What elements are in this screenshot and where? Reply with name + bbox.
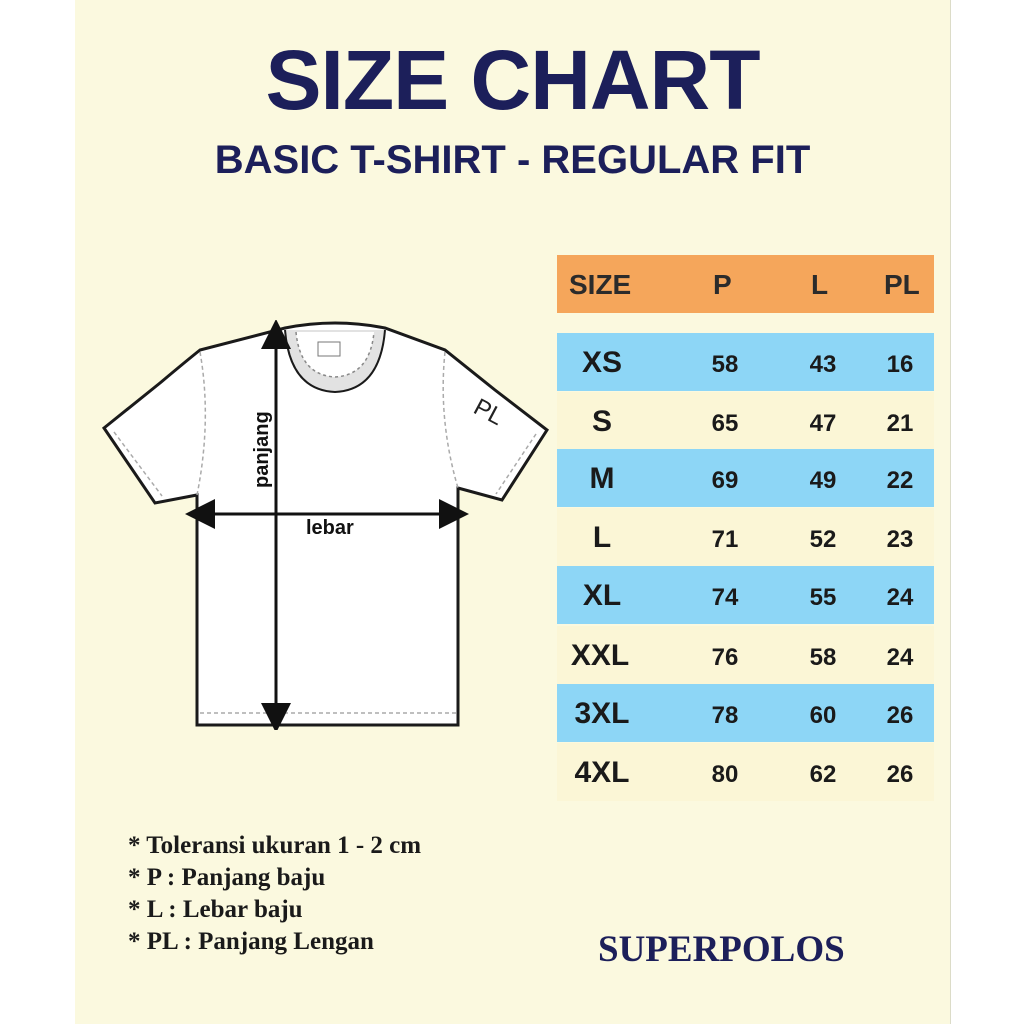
- row-size: XL: [582, 579, 622, 612]
- table-row: [557, 392, 934, 450]
- header-size: SIZE: [569, 269, 632, 300]
- row-l: 55: [809, 584, 837, 611]
- row-pl: 21: [886, 410, 914, 437]
- row-size: 3XL: [574, 697, 630, 730]
- tshirt-diagram: [100, 320, 550, 730]
- row-p: 76: [711, 644, 739, 671]
- row-l: 43: [809, 351, 837, 378]
- row-pl: 23: [886, 526, 914, 553]
- row-l: 49: [809, 467, 837, 494]
- table-row: [557, 743, 934, 801]
- length-label: panjang: [251, 411, 273, 488]
- header-l: L: [811, 269, 829, 300]
- row-pl: 16: [886, 351, 914, 378]
- row-p: 65: [711, 410, 739, 437]
- row-pl: 26: [886, 761, 914, 788]
- sleeve-label: PL: [469, 393, 508, 432]
- note-item: * PL : Panjang Lengan: [128, 928, 374, 955]
- row-p: 58: [711, 351, 739, 378]
- row-p: 69: [711, 467, 739, 494]
- row-size: M: [589, 462, 615, 495]
- page-title: SIZE CHART: [265, 33, 760, 127]
- header-pl: PL: [884, 269, 920, 300]
- table-row: [557, 626, 934, 684]
- row-l: 58: [809, 644, 837, 671]
- notes-list: [128, 830, 421, 958]
- row-size: XXL: [570, 639, 630, 672]
- row-size: XS: [581, 346, 623, 379]
- row-l: 52: [809, 526, 837, 553]
- row-pl: 26: [886, 702, 914, 729]
- row-pl: 24: [886, 584, 914, 611]
- note-item: * Toleransi ukuran 1 - 2 cm: [128, 832, 422, 859]
- table-row: [557, 508, 934, 566]
- width-label: lebar: [306, 517, 354, 539]
- row-p: 71: [711, 526, 739, 553]
- row-size: L: [592, 521, 612, 554]
- table-row: [557, 566, 934, 624]
- page-subtitle: BASIC T-SHIRT - REGULAR FIT: [214, 138, 811, 182]
- row-l: 62: [809, 761, 837, 788]
- row-size: 4XL: [574, 756, 630, 789]
- row-pl: 22: [886, 467, 914, 494]
- table-row: [557, 684, 934, 742]
- table-row: [557, 333, 934, 391]
- row-p: 80: [711, 761, 739, 788]
- header-p: P: [713, 269, 732, 300]
- row-p: 78: [711, 702, 739, 729]
- row-l: 47: [809, 410, 837, 437]
- table-header: [557, 255, 934, 313]
- row-p: 74: [711, 584, 739, 611]
- table-row: [557, 449, 934, 507]
- row-l: 60: [809, 702, 837, 729]
- note-item: * P : Panjang baju: [128, 864, 326, 891]
- row-size: S: [591, 405, 612, 438]
- row-pl: 24: [886, 644, 914, 671]
- note-item: * L : Lebar baju: [128, 896, 303, 923]
- brand-name: SUPERPOLOS: [598, 929, 845, 970]
